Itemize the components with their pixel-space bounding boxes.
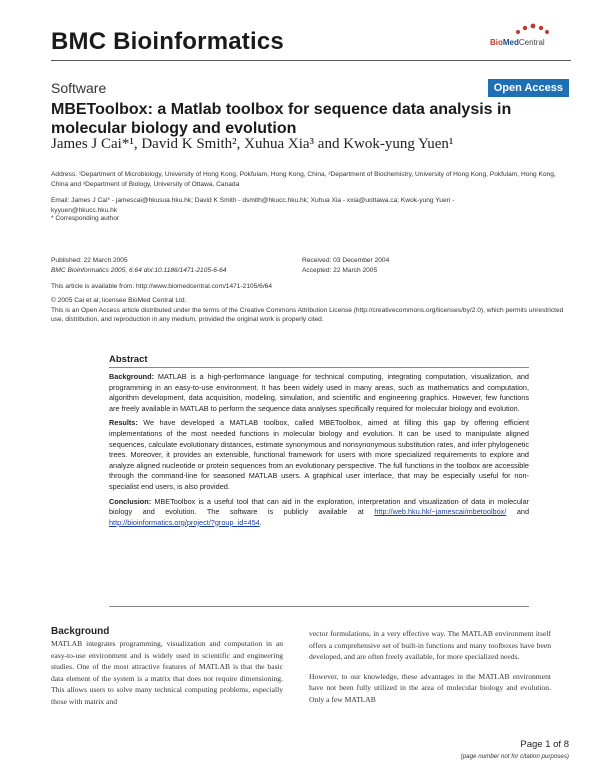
page-number: Page 1 of 8 bbox=[520, 739, 569, 750]
publication-dates bbox=[51, 256, 281, 275]
conclusion-label: Conclusion: bbox=[109, 496, 152, 506]
corresponding-author-note: * Corresponding author bbox=[51, 215, 120, 222]
logo-central: Central bbox=[518, 38, 545, 47]
article-title: MBEToolbox: a Matlab toolbox for sequence data analysis in molecular biology and evolution bbox=[51, 101, 512, 137]
biomed-central-logo bbox=[490, 22, 570, 54]
abstract-conclusion bbox=[109, 497, 529, 529]
license-text: This is an Open Access article distributed under the terms of the Creative Commons Attribution License (http://creativecommons.org/licenses/by/2.0), which permits unrestricted use, distribution, and reproduction in any medium, provided the original work is properly cited. bbox=[51, 306, 564, 323]
toolbox-link[interactable]: http://web.hku.hk/~jamescai/mbetoolbox/ bbox=[374, 507, 507, 517]
citation-line: BMC Bioinformatics 2005, 6:64 doi:10.1186/1471-2105-6-64 bbox=[51, 266, 227, 274]
body-left-column: MATLAB integrates programming, visualization and computation in an easy-to-use environment and is widely used in scientific and engineering studies. One of the most attractive features of MATLAB is that the basic data element of the system is a matrix that does not require dimensioning. This allows users to solve many technical computing problems, especially those with matrix and bbox=[51, 639, 283, 706]
logo-med: Med bbox=[502, 38, 519, 47]
author-list: James J Cai*¹, David K Smith², Xuhua Xia³ and Kwok-yung Yuen¹ bbox=[51, 136, 454, 152]
conclusion-end: . bbox=[259, 517, 262, 527]
right-paragraph-1: vector formulations, in a very effective way. The MATLAB environment itself offers a comprehensive set of built-in functions and many toolboxes have been developed, and are often freely available, for more specialized needs. bbox=[309, 629, 551, 661]
received-accepted bbox=[302, 256, 502, 275]
abstract-background bbox=[109, 372, 529, 414]
received-date: Received: 03 December 2004 bbox=[302, 257, 390, 264]
results-text: We have developed a MATLAB toolbox, called MBEToolbox, aimed at filling this gap by offering efficient implementations of the most needed functions in molecular biology and evolution. It can be used to manipulate aligned sequences, calculate evolutionary distances, estimate synonymous and nonsynonymous substitution rates, and infer phylogenetic trees. Moreover, it provides an extensible, functional framework for users with more specialized requirements to explore and analyze aligned nucleotide or protein sequences from an evolutionary perspective. The full functions in the toolbox are accessible through the command-line for seasoned MATLAB users. A graphical user interface, that may be especially useful for non-specialist end users, is also provided. bbox=[109, 418, 529, 491]
abstract-bottom-rule bbox=[109, 606, 529, 607]
project-link[interactable]: http://bioinformatics.org/project/?group_id=454 bbox=[109, 517, 260, 527]
abstract-heading: Abstract bbox=[109, 354, 529, 368]
article-type: Software bbox=[51, 80, 107, 96]
header-rule bbox=[51, 60, 571, 61]
page-number-note: (page number not for citation purposes) bbox=[460, 753, 569, 760]
abstract-results bbox=[109, 418, 529, 492]
logo-wordmark bbox=[490, 38, 545, 47]
copyright: © 2005 Cai et al; licensee BioMed Central Ltd. bbox=[51, 297, 187, 304]
conclusion-text: MBEToolbox is a useful tool that can aid in the exploration, interpretation and visualization of data in molecular biology and evolution. The software is publicly available at bbox=[109, 496, 529, 517]
author-address: Address: ¹Department of Microbiology, University of Hong Kong, Pokfulam, Hong Kong, China, ²Department of Biochemistry, University of Hong Kong, Pokfulam, Hong Kong, China and ³Department of Biology, University of Ottawa, Canada bbox=[51, 171, 556, 188]
section-heading-background: Background bbox=[51, 626, 110, 637]
copyright-block bbox=[51, 296, 571, 325]
background-label: Background: bbox=[109, 372, 154, 381]
article-url: This article is available from: http://www.biomedcentral.com/1471-2105/6/64 bbox=[51, 283, 272, 290]
accepted-date: Accepted: 22 March 2005 bbox=[302, 266, 378, 274]
open-access-badge: Open Access bbox=[488, 79, 569, 97]
right-paragraph-2: However, to our knowledge, these advantages in the MATLAB environment have not been fully utilized in the area of molecular biology and evolution. Only a few MATLAB bbox=[309, 671, 551, 704]
author-email: Email: James J Cai* - jamescai@hkusua.hku.hk; David K Smith - dsmith@hkucc.hku.hk; Xuhua Xia - xxia@uottawa.ca; Kwok-yung Yuen - kyyuen@hkucc.hku.hk bbox=[51, 197, 455, 214]
abstract-box bbox=[109, 354, 529, 598]
logo-bio: Bio bbox=[490, 38, 503, 47]
background-text: MATLAB is a high-performance language for technical computing, integrating computation, visualization, and programming in an easy-to-use environment. It has been widely used in many areas, such as mathematics and computation, algorithm development, data acquisition, modeling, simulation, and scientific and engineering graphics. However, few functions are freely available in MATLAB to perform the sequence data analyses specifically required for molecular biology and evolution. bbox=[109, 372, 529, 413]
results-label: Results: bbox=[109, 418, 138, 428]
body-right-column bbox=[309, 628, 551, 713]
published-date: Published: 22 March 2005 bbox=[51, 257, 128, 264]
logo-dots-icon bbox=[512, 22, 552, 36]
journal-title: BMC Bioinformatics bbox=[51, 28, 284, 55]
link-conjunction: and bbox=[506, 507, 530, 517]
